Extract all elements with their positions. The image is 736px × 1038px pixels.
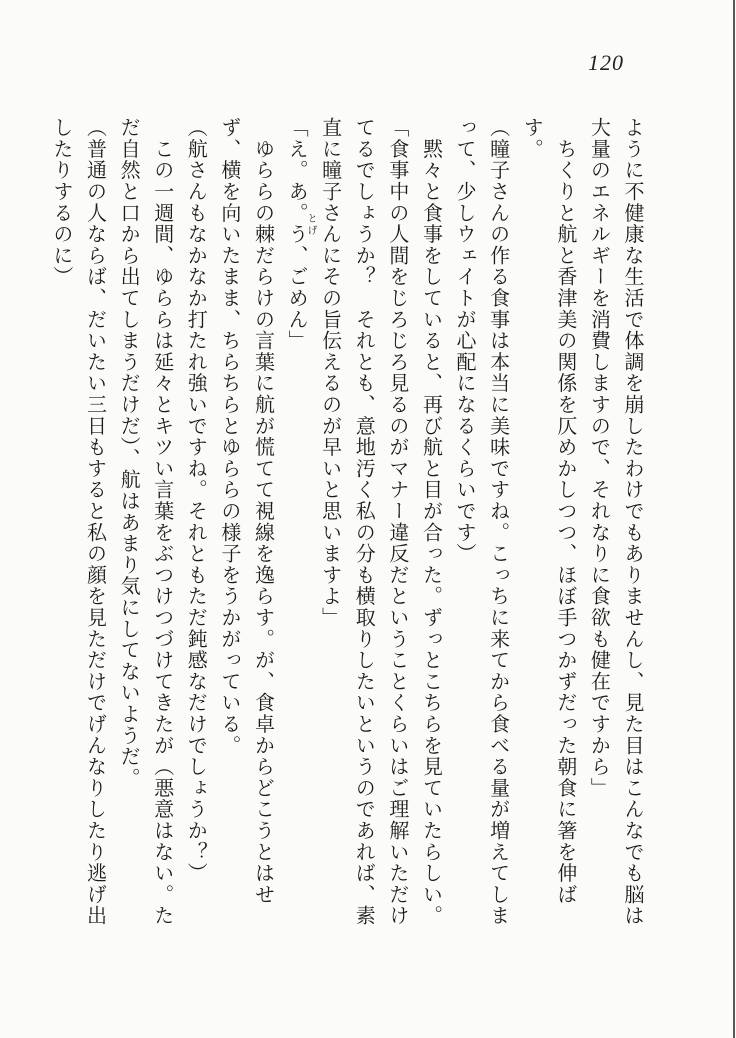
paragraph: （瞳子さんの作る食事は本当に美味ですね。こっちに来てから食べる量が増えてしまって、少しウェイトが心配になるくらいです） — [453, 117, 509, 927]
paragraph: この一週間、ゆららは延々とキツい言葉をぶつけつづけてきたが（悪意はない。ただ自然と口から出てしまうだけだ）、航はあまり気にしてないようだ。 — [117, 117, 173, 927]
paragraph: 「え。あ。う、ごめん」 — [285, 117, 308, 352]
page-number: 120 — [588, 50, 624, 75]
body-text — [49, 117, 648, 939]
paragraph: ちくりと航と香津美の関係を仄めかしつつ、ほぼ手つかずだった朝食に箸を伸ばす。 — [520, 117, 576, 906]
furigana-label: とげ — [305, 213, 316, 237]
paragraph: （普通の人ならば、だいたい三日もすると私の顔を見ただけでげんなりしたり逃げ出したりするのに） — [49, 117, 106, 927]
paragraph: 黙々と食事をしていると、再び航と目が合った。ずっとこちらを見ていたらしい。 — [419, 117, 442, 927]
paragraph: ゆららの棘だらけの言葉に航が慌てて視線を逸らす。が、食卓からどこうとはせず、横を向いたまま、ちらちらとゆららの様子をうかがっている。 — [217, 117, 274, 906]
paragraph: 「食事中の人間をじろじろ見るのがマナー違反だということくらいはご理解いただけてるでしょうか？ それとも、意地汚く私の分も横取りしたいというのであれば、素直に瞳子さんにその旨伝えるのが早いと思いますよ」 — [318, 117, 408, 927]
paragraph: ように不健康な生活で体調を崩したわけでもありませんし、見た目はこんなでも脳は大量のエネルギーを消費しますので、それなりに食欲も健在ですから」 — [587, 117, 643, 927]
page-edge-line — [733, 0, 735, 1038]
paragraph: （航さんもなかなか打たれ強いですね。それともただ鈍感なだけでしょうか？） — [184, 117, 207, 884]
